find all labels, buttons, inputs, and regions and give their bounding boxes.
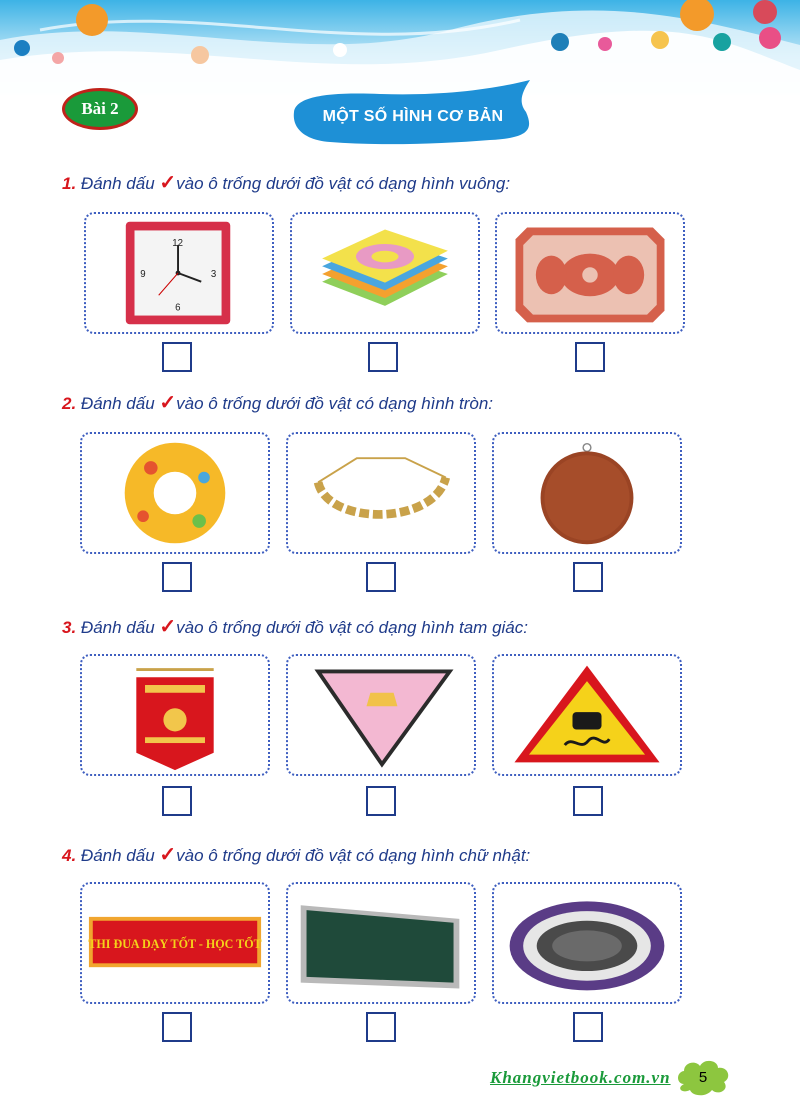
page-number [672, 1056, 734, 1098]
svg-text:9: 9 [140, 268, 146, 280]
checkmark-icon: ✓ [159, 844, 177, 866]
question-2 [62, 390, 493, 415]
answer-checkbox-oval-rug[interactable] [573, 1012, 603, 1042]
item-card-warning-sign [492, 654, 682, 776]
checkmark-icon: ✓ [159, 616, 177, 638]
warning-sign-image [494, 656, 680, 774]
answer-checkbox-wall-clock[interactable] [162, 342, 192, 372]
question-3 [62, 614, 528, 639]
item-card-pennant [80, 654, 270, 776]
question-text-start: Đánh dấu [80, 846, 155, 865]
item-card-slogan-banner [80, 882, 270, 1004]
question-text-start: Đánh dấu [80, 394, 155, 413]
wall-clock-image [86, 214, 272, 332]
oval-rug-image [494, 884, 680, 1002]
answer-checkbox-pennant[interactable] [162, 786, 192, 816]
item-card-triangle-pillow [286, 654, 476, 776]
svg-text:6: 6 [175, 302, 181, 314]
answer-checkbox-clay-tile[interactable] [575, 342, 605, 372]
pennant-image [82, 656, 268, 774]
swim-ring-image [82, 434, 268, 552]
answer-checkbox-triangle-pillow[interactable] [366, 786, 396, 816]
answer-checkbox-warning-sign[interactable] [573, 786, 603, 816]
lesson-badge: Bài 2 [62, 88, 138, 130]
svg-text:3: 3 [210, 268, 217, 280]
publisher-link[interactable]: Khangvietbook.com.vn [490, 1068, 671, 1087]
question-number: 1. [62, 174, 77, 193]
clay-tile-image [497, 214, 683, 332]
item-card-chain-necklace [286, 432, 476, 554]
item-card-wall-clock [84, 212, 274, 334]
answer-checkbox-slogan-banner[interactable] [162, 1012, 192, 1042]
page-title [290, 76, 536, 156]
slogan-banner-image [82, 884, 268, 1002]
slogan-text: THI ĐUA DẠY TỐT - HỌC TỐT [88, 936, 262, 951]
item-card-oval-rug [492, 882, 682, 1004]
answer-checkbox-chalkboard[interactable] [366, 1012, 396, 1042]
answer-checkbox-chain-necklace[interactable] [366, 562, 396, 592]
question-number: 3. [62, 618, 77, 637]
triangle-pillow-image [288, 656, 474, 774]
foam-tiles-image [292, 214, 478, 332]
question-number: 2. [62, 394, 77, 413]
question-text-start: Đánh dấu [80, 618, 155, 637]
wooden-board-image [494, 434, 680, 552]
chain-necklace-image [288, 434, 474, 552]
item-card-wooden-board [492, 432, 682, 554]
answer-checkbox-wooden-board[interactable] [573, 562, 603, 592]
item-card-foam-tiles [290, 212, 480, 334]
page-title-text: MỘT SỐ HÌNH CƠ BẢN [322, 108, 504, 125]
checkmark-icon: ✓ [159, 392, 177, 414]
question-number: 4. [62, 846, 77, 865]
question-text-end: vào ô trống dưới đồ vật có dạng hình vuông: [176, 174, 511, 193]
chalkboard-image [288, 884, 474, 1002]
checkmark-icon: ✓ [159, 172, 177, 194]
answer-checkbox-foam-tiles[interactable] [368, 342, 398, 372]
question-4 [62, 842, 530, 867]
svg-text:12: 12 [172, 237, 183, 249]
question-text-end: vào ô trống dưới đồ vật có dạng hình chữ nhật: [176, 846, 531, 865]
question-1 [62, 170, 510, 195]
question-text-start: Đánh dấu [80, 174, 155, 193]
answer-checkbox-swim-ring[interactable] [162, 562, 192, 592]
item-card-chalkboard [286, 882, 476, 1004]
question-text-end: vào ô trống dưới đồ vật có dạng hình tam giác: [176, 618, 528, 637]
item-card-clay-tile [495, 212, 685, 334]
question-text-end: vào ô trống dưới đồ vật có dạng hình tròn: [176, 394, 494, 413]
page-number-text: 5 [698, 1068, 708, 1086]
item-card-swim-ring [80, 432, 270, 554]
